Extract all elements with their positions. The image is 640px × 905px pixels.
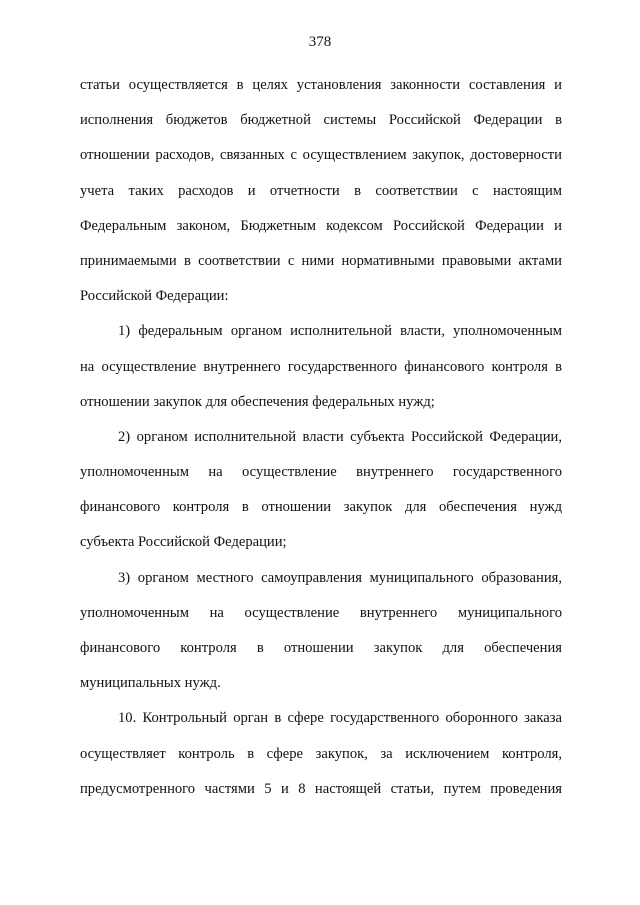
text-line: Российской Федерации: — [80, 288, 229, 305]
text-line: субъекта Российской Федерации; — [80, 534, 287, 551]
page-number: 378 — [308, 34, 332, 50]
text-line: предусмотренного частями 5 и 8 настоящей статьи, путем проведения — [80, 780, 562, 797]
text-line: муниципальных нужд. — [80, 675, 221, 692]
list-item-2-start: 2) органом исполнительной власти субъекта Российской Федерации, — [118, 428, 562, 445]
text-line: финансового контроля в отношении закупок для обеспечения нужд — [80, 499, 562, 516]
paragraph-10-start: 10. Контрольный орган в сфере государственного оборонного заказа — [118, 710, 562, 727]
text-line: финансового контроля в отношении закупок для обеспечения — [80, 640, 562, 656]
text-line: отношении расходов, связанных с осуществлением закупок, достоверности — [80, 147, 562, 164]
text-line: уполномоченным на осуществление внутреннего муниципального — [80, 604, 562, 621]
text-line: Федеральным законом, Бюджетным кодексом Российской Федерации и — [80, 217, 562, 234]
text-line: исполнения бюджетов бюджетной системы Российской Федерации в — [80, 112, 562, 129]
text-line: осуществляет контроль в сфере закупок, за исключением контроля, — [80, 745, 562, 762]
text-line: уполномоченным на осуществление внутреннего государственного — [80, 464, 562, 481]
text-line: учета таких расходов и отчетности в соответствии с настоящим — [80, 182, 562, 199]
list-item-3-start: 3) органом местного самоуправления муниципального образования, — [118, 569, 562, 586]
text-line: на осуществление внутреннего государственного финансового контроля в — [80, 358, 562, 375]
list-item-1-start: 1) федеральным органом исполнительной власти, уполномоченным — [118, 323, 562, 340]
text-line: отношении закупок для обеспечения федеральных нужд; — [80, 393, 435, 410]
text-line: статьи осуществляется в целях установления законности составления и — [80, 77, 562, 93]
body-text — [80, 68, 562, 807]
text-line: принимаемыми в соответствии с ними нормативными правовыми актами — [80, 252, 562, 269]
